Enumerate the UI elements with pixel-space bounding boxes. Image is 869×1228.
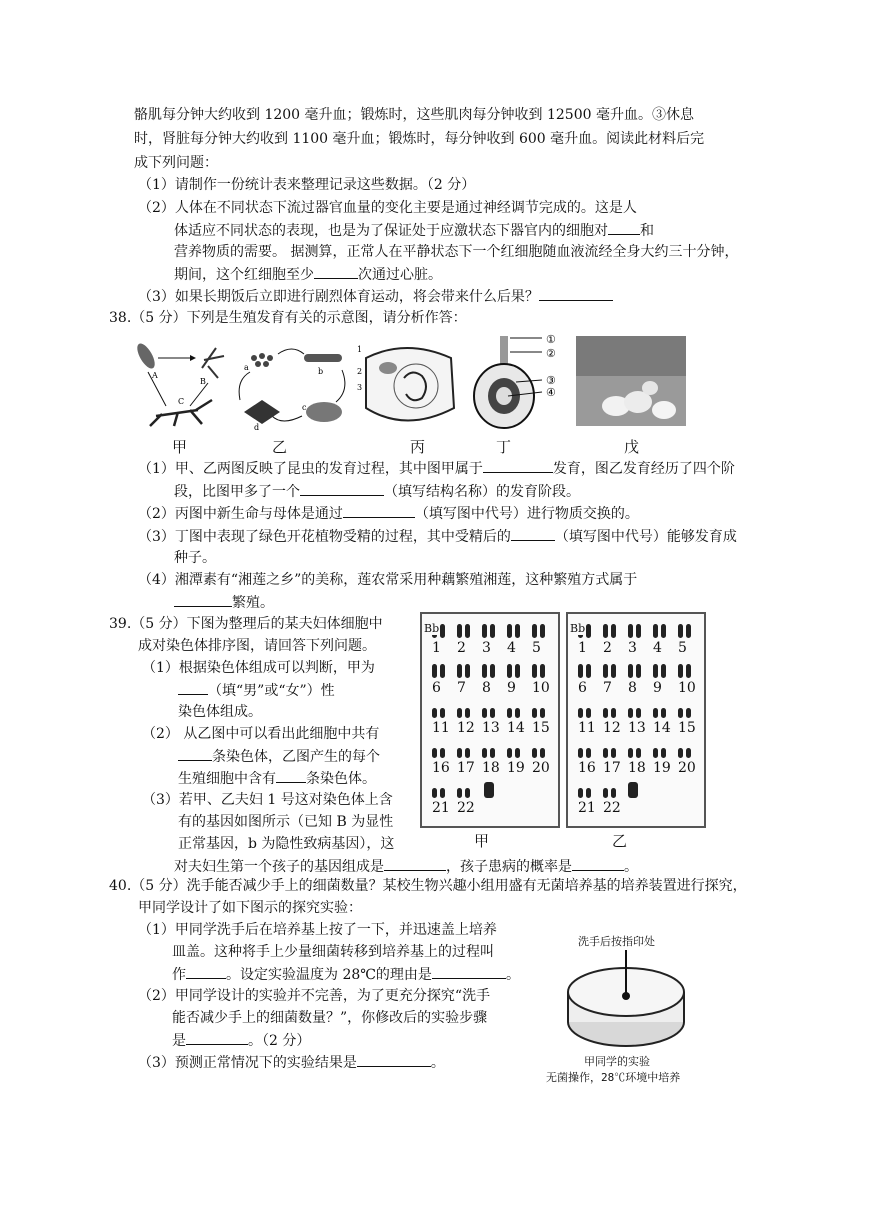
fig-d-label-4: ④	[546, 386, 556, 399]
q37-2b: 体适应不同状态的表现，也是为了保证处于应激状态下器官内的细胞对 和	[174, 220, 654, 241]
fig-a-label-c: C	[178, 397, 185, 406]
chromosome-number: 20	[678, 760, 696, 776]
chromosome-mark	[678, 708, 683, 718]
answer-blank[interactable]	[608, 220, 640, 235]
chromosome-mark	[628, 664, 633, 678]
figure-fetus-uterus	[356, 338, 461, 428]
fig-d-label-3: ③	[546, 374, 556, 387]
chromosome-number: 13	[482, 720, 500, 736]
fig-label-bing: 丙	[410, 438, 426, 456]
fig-b-label-a: a	[244, 363, 249, 372]
q40-2a: （2）甲同学设计的实验并不完善，为了更充分探究“洗手	[138, 988, 491, 1004]
q38-title: 38.（5 分）下列是生殖发育有关的示意图，请分析作答：	[109, 310, 467, 326]
q37-2c: 营养物质的需要。 据测算，正常人在平静状态下一个红细胞随血液流经全身大约三十分钟，	[174, 244, 739, 260]
karyotype-label-jia: 甲	[474, 832, 490, 850]
chromosome-mark	[686, 748, 691, 758]
q39-1b: （填“男”或“女”）性	[178, 680, 335, 701]
chromosome-mark	[482, 748, 487, 758]
chromosome-mark	[636, 664, 641, 678]
chromosome-mark	[636, 748, 641, 758]
chromosome-number: 9	[507, 680, 516, 696]
chromosome-mark	[532, 664, 537, 678]
chromosome-number: 21	[432, 800, 450, 816]
answer-blank[interactable]	[186, 964, 226, 979]
answer-blank[interactable]	[357, 1052, 431, 1067]
answer-blank[interactable]	[483, 458, 553, 473]
fig-label-jia: 甲	[172, 438, 188, 456]
karyotype-jia	[420, 612, 560, 828]
answer-blank[interactable]	[539, 286, 613, 301]
q39-3d: 对夫妇生第一个孩子的基因组成是 ，孩子患病的概率是 。	[174, 856, 638, 877]
chromosome-mark	[611, 708, 616, 718]
answer-blank[interactable]	[276, 768, 306, 783]
chromosome-number: 2	[603, 640, 612, 656]
chromosome-number: 18	[628, 760, 646, 776]
answer-blank[interactable]	[511, 526, 555, 541]
chromosome-mark	[440, 748, 445, 758]
fig-c-label-1: 1	[357, 345, 363, 354]
chromosome-number: 16	[432, 760, 450, 776]
chromosome-mark	[482, 624, 487, 638]
q39-title-1: 39.（5 分）下图为整理后的某夫妇体细胞中	[109, 616, 383, 632]
sex-chromosome-mark	[628, 782, 638, 798]
chromosome-mark	[578, 788, 583, 798]
answer-blank[interactable]	[314, 264, 358, 279]
figure-lotus-root-photo	[576, 336, 686, 426]
chromosome-mark	[578, 748, 583, 758]
q40-title-2: 甲同学设计了如下图示的探究实验：	[138, 900, 362, 916]
answer-blank[interactable]	[432, 964, 506, 979]
chromosome-number: 7	[457, 680, 466, 696]
chromosome-mark	[507, 748, 512, 758]
chromosome-number: 11	[578, 720, 596, 736]
q39-1c: 染色体组成。	[178, 704, 262, 720]
chromosome-number: 3	[482, 640, 491, 656]
q37-2d: 期间，这个红细胞至少 次通过心脏。	[174, 264, 442, 285]
chromosome-mark	[661, 664, 666, 678]
chromosome-number: 7	[603, 680, 612, 696]
q37-1: （1）请制作一份统计表来整理记录这些数据。（2 分）	[138, 177, 476, 193]
chromosome-mark	[457, 624, 462, 638]
chromosome-mark	[465, 624, 470, 638]
q40-2b: 能否减少手上的细菌数量？”，你修改后的实验步骤	[172, 1010, 488, 1026]
chromosome-number: 6	[432, 680, 441, 696]
chromosome-number: 22	[603, 800, 621, 816]
chromosome-number: 13	[628, 720, 646, 736]
q39-3b: 有的基因如图所示（已知 B 为显性	[178, 814, 394, 830]
q37-2a: （2）人体在不同状态下流过器官血量的变化主要是通过神经调节完成的。这是人	[138, 200, 637, 216]
arrow-curve	[336, 370, 345, 402]
chromosome-mark	[603, 788, 608, 798]
chromosome-number: 5	[678, 640, 687, 656]
chromosome-mark	[628, 708, 633, 718]
fig-c-label-2: 2	[357, 367, 363, 376]
answer-blank[interactable]	[572, 856, 624, 871]
chromosome-number: 21	[578, 800, 596, 816]
chromosome-mark	[432, 708, 437, 718]
chromosome-number: 17	[457, 760, 475, 776]
chromosome-number: 5	[532, 640, 541, 656]
chromosome-mark	[457, 664, 462, 678]
chromosome-mark	[540, 664, 545, 678]
chromosome-number: 4	[653, 640, 662, 656]
chromosome-number: 20	[532, 760, 550, 776]
figure-grasshopper-cycle	[128, 338, 228, 428]
chromosome-mark	[532, 748, 537, 758]
chromosome-mark	[603, 624, 608, 638]
arrow-head	[190, 355, 196, 361]
q38-1a: （1）甲、乙两图反映了昆虫的发育过程，其中图甲属于 发育，图乙发育经历了四个阶	[138, 458, 735, 479]
q39-3c: 正常基因，b 为隐性致病基因），这	[178, 836, 395, 852]
chromosome-mark	[603, 708, 608, 718]
chromosome-mark	[515, 748, 520, 758]
chromosome-mark	[465, 788, 470, 798]
q40-3: （3）预测正常情况下的实验结果是 。	[138, 1052, 445, 1073]
chromosome-number: 8	[482, 680, 491, 696]
q39-2c: 生殖细胞中含有 条染色体。	[178, 768, 376, 789]
karyotype-label-yi: 乙	[612, 832, 628, 850]
q39-2b: 条染色体，乙图产生的每个	[178, 746, 380, 767]
q38-3a: （3）丁图中表现了绿色开花植物受精的过程，其中受精后的 （填写图中代号）能够发育成	[138, 526, 737, 547]
figure-butterfly-cycle	[232, 340, 352, 430]
fig-c-label-3: 3	[357, 383, 363, 392]
chromosome-mark	[507, 664, 512, 678]
larva-shape	[304, 354, 342, 362]
lotus-root-shape	[642, 381, 658, 395]
answer-blank[interactable]	[174, 592, 232, 607]
chromosome-number: 12	[457, 720, 475, 736]
q40-2c: 是 。（2 分）	[172, 1030, 310, 1051]
chromosome-number: 4	[507, 640, 516, 656]
q38-2: （2）丙图中新生命与母体是通过 （填写图中代号）进行物质交换的。	[138, 503, 639, 524]
chromosome-mark	[490, 708, 495, 718]
gene-label: Bb	[424, 622, 440, 635]
chromosome-mark	[457, 788, 462, 798]
chromosome-mark	[661, 708, 666, 718]
q39-2a: （2） 从乙图中可以看出此细胞中共有	[142, 726, 380, 742]
chromosome-mark	[678, 748, 683, 758]
chromosome-mark	[432, 664, 437, 678]
fig-b-label-c: c	[302, 403, 307, 412]
chromosome-number: 14	[653, 720, 671, 736]
petri-dish-figure	[562, 950, 692, 1050]
chromosome-mark	[578, 708, 583, 718]
q38-4a: （4）湘潭素有“湘莲之乡”的美称，莲农常采用种藕繁殖湘莲，这种繁殖方式属于	[138, 572, 638, 588]
answer-blank[interactable]	[300, 481, 384, 496]
q39-title-2: 成对染色体排序图，请回答下列问题。	[138, 638, 376, 654]
chromosome-mark	[603, 664, 608, 678]
chromosome-mark	[432, 788, 437, 798]
fingerprint-dot	[622, 992, 630, 1000]
chromosome-mark	[482, 708, 487, 718]
chromosome-number: 18	[482, 760, 500, 776]
chromosome-mark	[686, 708, 691, 718]
chromosome-mark	[440, 788, 445, 798]
chromosome-number: 6	[578, 680, 587, 696]
chromosome-mark	[661, 624, 666, 638]
chromosome-mark	[611, 624, 616, 638]
chromosome-mark	[532, 708, 537, 718]
chromosome-mark	[507, 708, 512, 718]
chromosome-mark	[686, 624, 691, 638]
chromosome-mark	[611, 788, 616, 798]
chromosome-mark	[678, 624, 683, 638]
chromosome-mark	[661, 748, 666, 758]
fig-a-label-a: A	[152, 371, 158, 380]
chromosome-number: 22	[457, 800, 475, 816]
answer-blank[interactable]	[384, 856, 446, 871]
uterus-outline	[366, 348, 454, 421]
style-shape	[500, 336, 508, 366]
fig-label-wu: 戊	[624, 438, 640, 456]
arrow-curve	[272, 416, 302, 421]
chromosome-number: 14	[507, 720, 525, 736]
chromosome-number: 19	[653, 760, 671, 776]
chromosome-number: 1	[578, 640, 587, 656]
arrow-curve	[278, 349, 304, 354]
chromosome-number: 12	[603, 720, 621, 736]
chromosome-mark	[432, 748, 437, 758]
chromosome-number: 9	[653, 680, 662, 696]
chromosome-number: 8	[628, 680, 637, 696]
chromosome-mark	[490, 664, 495, 678]
pupa-shape	[306, 402, 342, 422]
chromosome-mark	[507, 624, 512, 638]
chromosome-mark	[586, 788, 591, 798]
intro-line-1: 骼肌每分钟大约收到 1200 毫升血；锻炼时，这些肌肉每分钟收到 12500 毫升血。③休息	[134, 107, 694, 123]
chromosome-mark	[440, 708, 445, 718]
chromosome-mark	[586, 708, 591, 718]
chromosome-mark	[628, 624, 633, 638]
chromosome-mark	[515, 708, 520, 718]
chromosome-mark	[440, 624, 445, 638]
fig-d-label-2: ②	[546, 347, 556, 360]
chromosome-number: 15	[678, 720, 696, 736]
figure-flower-fertilization	[466, 332, 576, 432]
q40-1b: 皿盖。这种将手上少量细菌转移到培养基上的过程叫	[172, 944, 494, 960]
q37-3: （3）如果长期饭后立即进行剧烈体育运动，将会带来什么后果？	[138, 286, 613, 307]
chromosome-mark	[678, 664, 683, 678]
chromosome-mark	[653, 748, 658, 758]
answer-blank[interactable]	[178, 680, 208, 695]
chromosome-mark	[611, 664, 616, 678]
chromosome-mark	[457, 708, 462, 718]
chromosome-mark	[465, 748, 470, 758]
placenta-shape	[379, 362, 397, 374]
chromosome-number: 10	[678, 680, 696, 696]
answer-blank[interactable]	[178, 746, 212, 761]
chromosome-number: 3	[628, 640, 637, 656]
chromosome-number: 1	[432, 640, 441, 656]
answer-blank[interactable]	[186, 1030, 248, 1045]
photo-field	[576, 336, 686, 376]
chromosome-mark	[686, 664, 691, 678]
dish-caption-2: 无菌操作，28℃环境中培养	[546, 1071, 681, 1084]
chromosome-number: 16	[578, 760, 596, 776]
chromosome-mark	[532, 624, 537, 638]
q40-1a: （1）甲同学洗手后在培养基上按了一下，并迅速盖上培养	[138, 922, 497, 938]
fig-b-label-d: d	[254, 423, 260, 430]
chromosome-mark	[440, 664, 445, 678]
chromosome-mark	[482, 664, 487, 678]
fig-d-label-1: ①	[546, 333, 556, 346]
adult-butterfly-shape	[244, 400, 280, 424]
chromosome-mark	[540, 748, 545, 758]
gene-label: Bb	[570, 622, 586, 635]
chromosome-mark	[515, 664, 520, 678]
chromosome-mark	[611, 748, 616, 758]
chromosome-number: 11	[432, 720, 450, 736]
chromosome-mark	[457, 748, 462, 758]
karyotype-yi	[566, 612, 706, 828]
chromosome-mark	[586, 624, 591, 638]
intro-line-2: 时，肾脏每分钟大约收到 1100 毫升血；锻炼时，每分钟收到 600 毫升血。阅读此材料后完	[134, 131, 705, 147]
chromosome-mark	[490, 748, 495, 758]
fig-label-ding: 丁	[496, 438, 512, 456]
chromosome-mark	[653, 708, 658, 718]
chromosome-mark	[586, 748, 591, 758]
chromosome-mark	[465, 708, 470, 718]
fig-b-label-b: b	[318, 367, 324, 376]
chromosome-number: 10	[532, 680, 550, 696]
chromosome-mark	[465, 664, 470, 678]
intro-line-3: 成下列问题：	[134, 155, 218, 171]
dish-top-label: 洗手后按指印处	[578, 935, 655, 948]
fig-a-label-b: B	[200, 377, 206, 386]
q40-title-1: 40.（5 分）洗手能否减少手上的细菌数量？某校生物兴趣小组用盛有无菌培养基的培养装置进行探究，	[109, 878, 747, 894]
chromosome-mark	[586, 664, 591, 678]
chromosome-number: 19	[507, 760, 525, 776]
answer-blank[interactable]	[343, 503, 415, 518]
chromosome-mark	[540, 708, 545, 718]
arrow-curve	[239, 372, 250, 400]
chromosome-mark	[540, 624, 545, 638]
chromosome-mark	[578, 664, 583, 678]
q38-3b: 种子。	[174, 550, 216, 566]
q39-1a: （1）根据染色体组成可以判断，甲为	[142, 660, 375, 676]
chromosome-number: 2	[457, 640, 466, 656]
q40-1c: 作 。设定实验温度为 28℃的理由是 。	[172, 964, 520, 985]
chromosome-mark	[653, 664, 658, 678]
chromosome-mark	[636, 708, 641, 718]
q39-3a: （3）若甲、乙夫妇 1 号这对染色体上含	[142, 792, 393, 808]
sex-chromosome-mark	[484, 782, 494, 798]
lotus-root-shape	[652, 401, 676, 419]
chromosome-mark	[636, 624, 641, 638]
q38-1b: 段，比图甲多了一个 （填写结构名称）的发育阶段。	[174, 481, 580, 502]
dish-caption-1: 甲同学的实验	[584, 1055, 650, 1068]
chromosome-mark	[603, 748, 608, 758]
arrow-line	[190, 383, 208, 406]
fig-label-yi: 乙	[272, 438, 288, 456]
nymph-shape	[202, 348, 224, 378]
chromosome-number: 15	[532, 720, 550, 736]
chromosome-number: 17	[603, 760, 621, 776]
chromosome-mark	[628, 748, 633, 758]
egg-shape	[134, 341, 158, 371]
q38-4b: 繁殖。	[174, 592, 274, 613]
chromosome-mark	[515, 624, 520, 638]
chromosome-mark	[490, 624, 495, 638]
chromosome-mark	[653, 624, 658, 638]
